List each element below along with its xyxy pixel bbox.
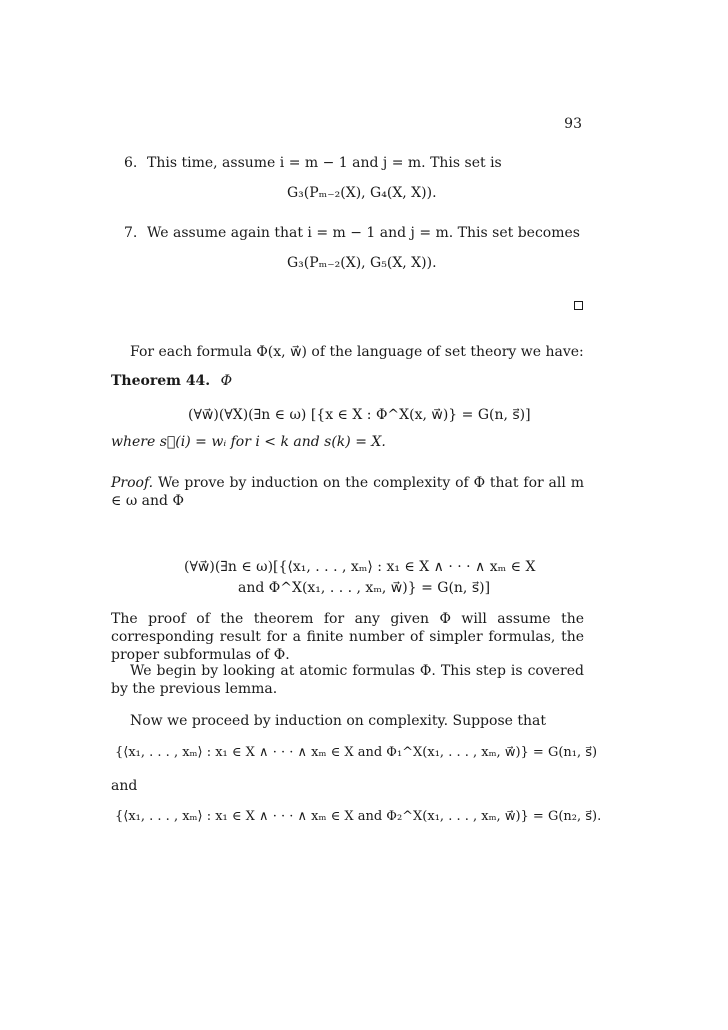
theorem-heading [111, 372, 232, 390]
proof-paragraph [111, 474, 584, 510]
theorem-display: (∀w⃗)(∀X)(∃n ∈ ω) [{x ∈ X : Φ^X(x, w⃗)} = G(n, s⃗)] [188, 407, 531, 423]
theorem-where: where s⃗(i) = wᵢ for i < k and s(k) = X. [111, 434, 386, 450]
list-item-number: 7. [124, 225, 138, 241]
proof-label: Proof. [111, 475, 154, 491]
theorem-label: Theorem 44. [111, 373, 211, 389]
proof-display-line-1: (∀w⃗)(∃n ∈ ω)[{⟨x₁, . . . , xₘ⟩ : x₁ ∈ X ∧ · · · ∧ xₘ ∈ X [184, 559, 536, 575]
proof-text: We prove by induction on the complexity of Φ that for all m ∈ ω and Φ [111, 475, 584, 509]
display-equation-a: {⟨x₁, . . . , xₘ⟩ : x₁ ∈ X ∧ · · · ∧ xₘ ∈ X and Φ₁^X(x₁, . . . , xₘ, w⃗)} = G(n₁, s⃗) [115, 745, 598, 760]
paragraph: Now we proceed by induction on complexity. Suppose that [130, 713, 546, 729]
page-number: 93 [564, 116, 582, 132]
proof-display-line-2: and Φ^X(x₁, . . . , xₘ, w⃗)} = G(n, s⃗)] [238, 580, 491, 596]
display-equation-b: {⟨x₁, . . . , xₘ⟩ : x₁ ∈ X ∧ · · · ∧ xₘ ∈ X and Φ₂^X(x₁, . . . , xₘ, w⃗)} = G(n₂, s⃗). [115, 809, 602, 824]
display-equation: G₃(Pₘ₋₂(X), G₅(X, X)). [287, 255, 437, 271]
display-equation: G₃(Pₘ₋₂(X), G₄(X, X)). [287, 185, 437, 201]
qed-box-icon [574, 301, 583, 310]
list-item-number: 6. [124, 155, 138, 171]
paragraph: We begin by looking at atomic formulas Φ. This step is covered by the previous lemma. [111, 663, 584, 697]
paragraph: The proof of the theorem for any given Φ will assume the corresponding result for a finite number of simpler formulas, the proper subformulas of Φ. [111, 611, 584, 663]
intro-line: For each formula Φ(x, w⃗) of the language of set theory we have: [130, 344, 584, 360]
and-word: and [111, 778, 138, 794]
list-item-text: We assume again that i = m − 1 and j = m. This set becomes [147, 225, 580, 241]
theorem-lead: Φ [220, 373, 233, 389]
list-item-text: This time, assume i = m − 1 and j = m. This set is [147, 155, 502, 171]
